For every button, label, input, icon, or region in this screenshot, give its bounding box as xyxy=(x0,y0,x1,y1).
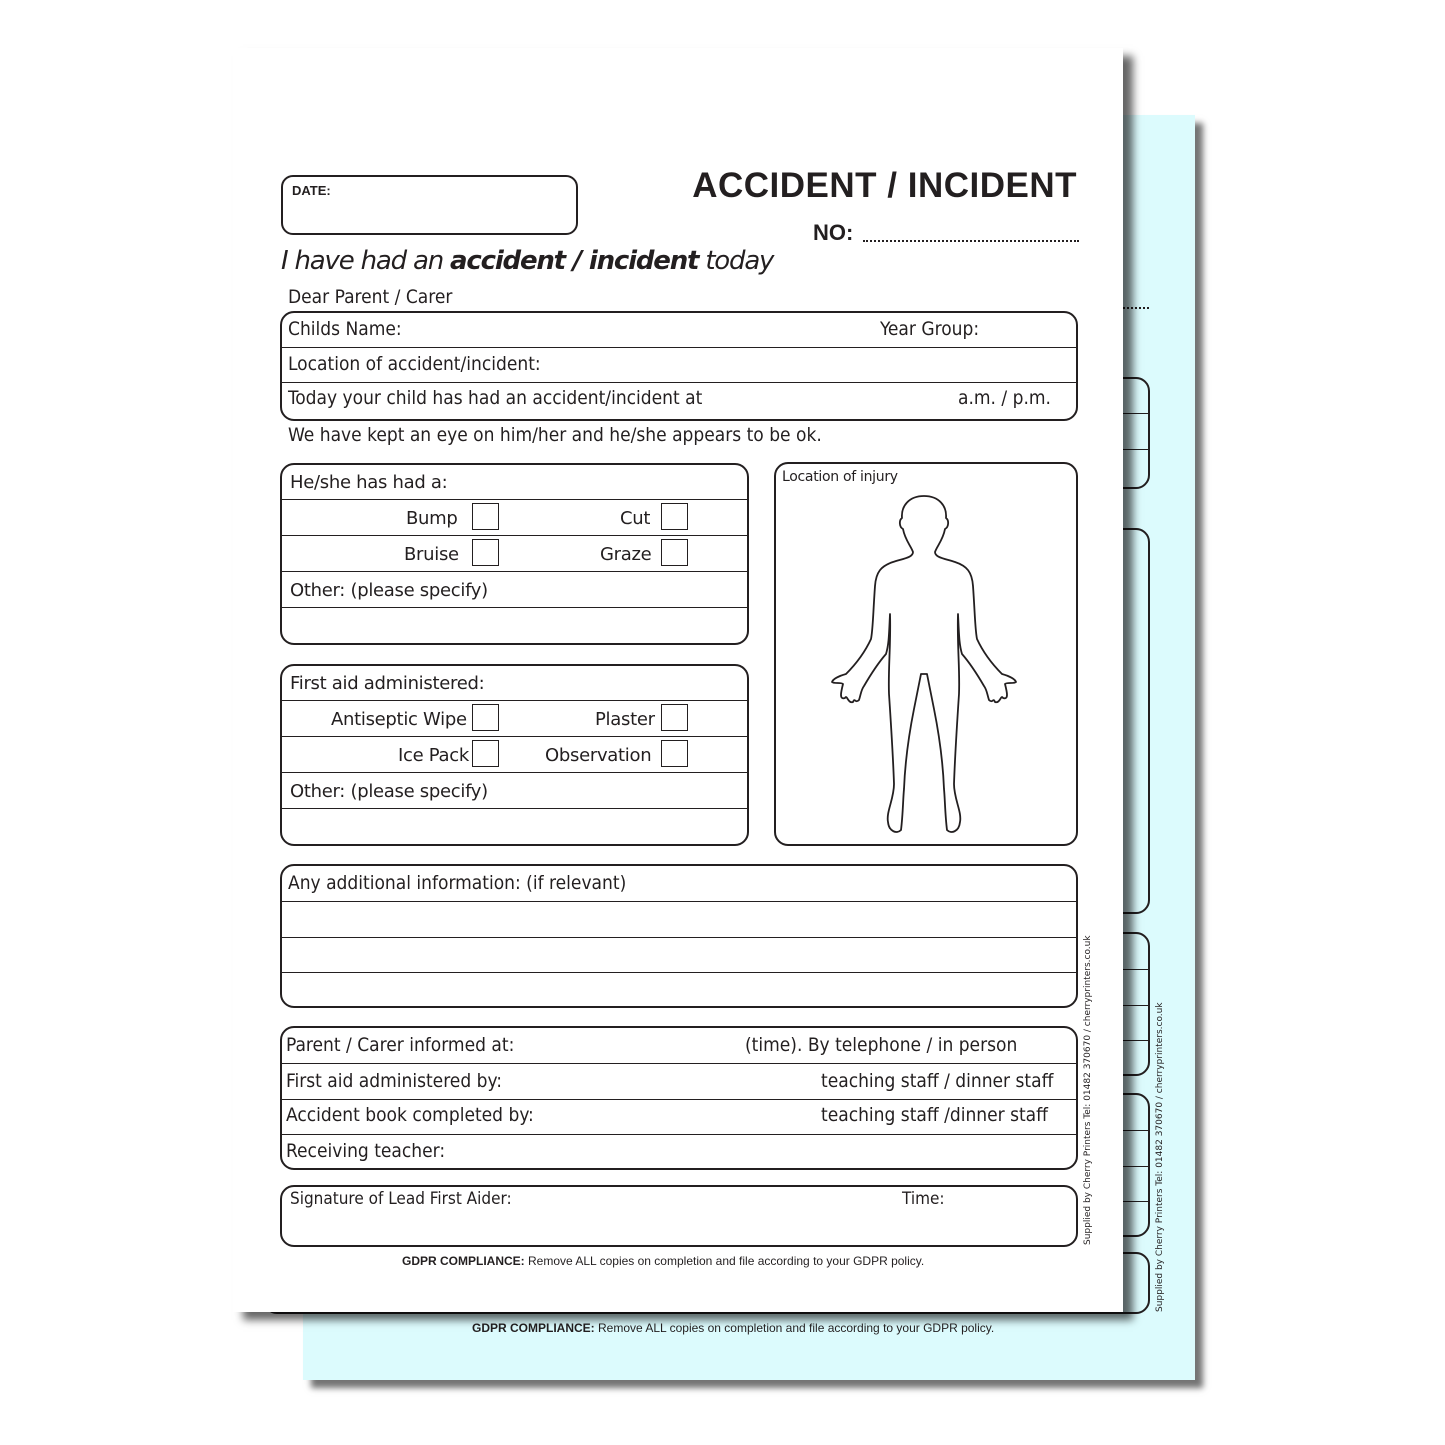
bump-label: Bump xyxy=(406,508,458,529)
additional-info-field[interactable] xyxy=(282,902,1076,1006)
form-title: ACCIDENT / INCIDENT xyxy=(692,166,1077,205)
ice-pack-checkbox[interactable] xyxy=(472,740,499,767)
ice-pack-label: Ice Pack xyxy=(398,745,469,766)
childs-name-field[interactable]: Childs Name: xyxy=(288,318,402,340)
injury-other-label: Other: (please specify) xyxy=(290,580,488,601)
bruise-checkbox[interactable] xyxy=(472,539,499,566)
graze-label: Graze xyxy=(600,544,652,565)
parent-informed-field[interactable]: Parent / Carer informed at: xyxy=(286,1034,515,1056)
accident-book-field[interactable]: Accident book completed by: xyxy=(286,1104,534,1126)
injury-type-heading: He/she has had a: xyxy=(290,472,448,493)
antiseptic-wipe-label: Antiseptic Wipe xyxy=(331,709,467,730)
plaster-checkbox[interactable] xyxy=(661,704,688,731)
am-pm-label: a.m. / p.m. xyxy=(958,387,1051,409)
location-field[interactable]: Location of accident/incident: xyxy=(288,353,541,375)
first-aid-heading: First aid administered: xyxy=(290,673,485,694)
date-label: DATE: xyxy=(292,183,331,198)
supplier-credit: Supplied by Cherry Printers Tel: 01482 370670 / cherryprinters.co.uk xyxy=(1083,935,1093,1245)
gdpr-notice: GDPR COMPLIANCE: Remove ALL copies on completion and file according to your GDPR policy. xyxy=(402,1254,925,1268)
front-form-sheet xyxy=(233,48,1123,1312)
year-group-field[interactable]: Year Group: xyxy=(880,318,980,340)
accident-time-field[interactable]: Today your child has had an accident/incident at xyxy=(288,387,703,409)
bump-checkbox[interactable] xyxy=(472,503,499,530)
observation-checkbox[interactable] xyxy=(661,740,688,767)
injury-type-box xyxy=(280,463,749,645)
additional-info-label: Any additional information: (if relevant) xyxy=(288,872,627,894)
first-aid-by-field[interactable]: First aid administered by: xyxy=(286,1070,502,1092)
body-map-box[interactable] xyxy=(774,462,1078,846)
signature-time-label: Time: xyxy=(902,1189,945,1209)
signature-box[interactable] xyxy=(280,1185,1078,1247)
plaster-label: Plaster xyxy=(595,709,655,730)
additional-info-box xyxy=(280,864,1078,1008)
notification-box xyxy=(280,1026,1078,1170)
child-details-box xyxy=(280,311,1078,421)
antiseptic-wipe-checkbox[interactable] xyxy=(472,704,499,731)
observation-label: Observation xyxy=(545,745,652,766)
first-aid-by-staff: teaching staff / dinner staff xyxy=(821,1070,1054,1092)
reassurance-text: We have kept an eye on him/her and he/she appears to be ok. xyxy=(288,424,822,446)
graze-checkbox[interactable] xyxy=(661,539,688,566)
number-field[interactable] xyxy=(863,240,1079,242)
injury-other-field[interactable] xyxy=(282,608,747,643)
first-aid-box xyxy=(280,664,749,846)
bruise-label: Bruise xyxy=(404,544,459,565)
signature-label: Signature of Lead First Aider: xyxy=(290,1189,512,1209)
number-label: NO: xyxy=(813,220,854,245)
accident-book-staff: teaching staff /dinner staff xyxy=(821,1104,1048,1126)
cut-checkbox[interactable] xyxy=(661,503,688,530)
body-outline-icon xyxy=(831,494,1017,839)
back-supplier-credit: Supplied by Cherry Printers Tel: 01482 370670 / cherryprinters.co.uk xyxy=(1155,1002,1165,1312)
salutation: Dear Parent / Carer xyxy=(288,286,453,308)
date-field[interactable] xyxy=(281,175,578,235)
body-map-label: Location of injury xyxy=(782,469,898,485)
cut-label: Cut xyxy=(620,508,651,529)
receiving-teacher-field[interactable]: Receiving teacher: xyxy=(286,1140,446,1162)
parent-informed-method: (time). By telephone / in person xyxy=(745,1034,1018,1056)
headline: I have had an accident / incident today xyxy=(281,246,774,276)
back-gdpr-notice: GDPR COMPLIANCE: Remove ALL copies on completion and file according to your GDPR policy. xyxy=(472,1321,995,1335)
first-aid-other-field[interactable] xyxy=(282,809,747,844)
first-aid-other-label: Other: (please specify) xyxy=(290,781,488,802)
